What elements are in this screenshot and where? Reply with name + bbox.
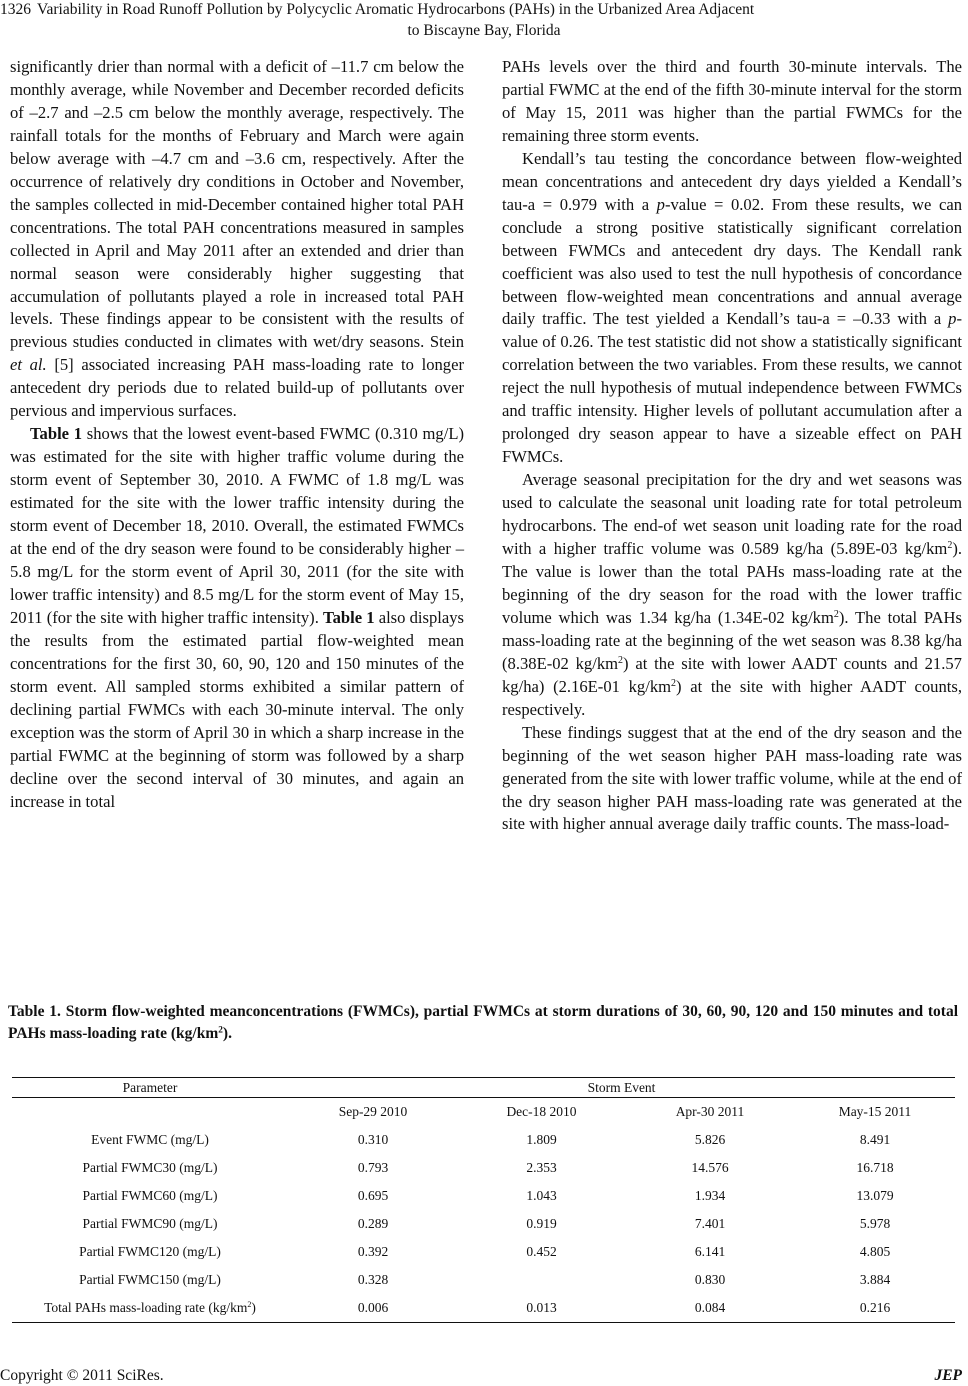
row-label — [12, 1238, 288, 1266]
table-column-header-row — [12, 1098, 955, 1127]
table-cell: 5.978 — [859, 1216, 891, 1231]
text-run: also displays the results from the estimated partial flow-weighted mean concentrations for the first 30, 60, 90, 120 and 150 minutes of the storm event. All sampled storms exhibited a similar pattern of declining partial FWMCs with each 30-minute interval. The only exception was the storm of April 30 in which a sharp increase in the partial FWMC at the beginning of storm was followed by a sharp decline over the second interval of 30 minutes, and again an increase in total — [10, 607, 464, 811]
row-label-end: ) — [251, 1300, 256, 1315]
table-cell: 3.884 — [859, 1272, 891, 1287]
table-cell: 0.289 — [357, 1216, 389, 1231]
row-label — [12, 1182, 288, 1210]
row-label — [12, 1266, 288, 1294]
row-label-text: Partial FWMC30 (mg/L) — [82, 1160, 218, 1175]
table-cell: 1.809 — [526, 1132, 557, 1147]
superscript: 2 — [833, 608, 839, 620]
table-cell: 0.830 — [694, 1272, 726, 1287]
column-header: Apr-30 2011 — [675, 1104, 745, 1119]
empty-cell — [12, 1098, 288, 1127]
text-run: p — [656, 194, 665, 214]
paragraph — [502, 56, 962, 148]
table-cell — [458, 1266, 625, 1294]
superscript: 2 — [618, 654, 624, 666]
page-number: 1326 — [0, 1, 31, 18]
data-table — [12, 1077, 955, 1323]
text-run: ). The total PAHs mass-loading rate at the beginning of the wet season was 8.38 kg/ha (8.38E-02 kg/km — [502, 607, 962, 673]
paragraph — [502, 469, 962, 721]
table-cell: 0.793 — [357, 1160, 389, 1175]
table-cell: 8.491 — [859, 1132, 891, 1147]
paragraph — [10, 423, 464, 813]
right-column — [502, 56, 962, 836]
caption-text: Table 1. Storm flow-weighted meanconcentrations (FWMCs), partial FWMCs at storm durations of 30, 60, 90, 120 and 150 minutes and total PAHs mass-loading rate (kg/km — [8, 1003, 958, 1042]
table-cell: 2.353 — [526, 1160, 557, 1175]
row-label — [12, 1126, 288, 1154]
text-run: et al. — [10, 355, 47, 375]
table-cell: 0.310 — [357, 1132, 389, 1147]
paragraph — [502, 148, 962, 469]
row-label — [12, 1210, 288, 1238]
table-row — [12, 1154, 955, 1182]
superscript: 2 — [247, 1300, 252, 1310]
paragraph — [502, 722, 962, 837]
table-caption — [8, 1001, 958, 1045]
storm-event-header: Storm Event — [288, 1078, 955, 1098]
table-cell: 16.718 — [856, 1160, 894, 1175]
superscript: 2 — [671, 677, 677, 689]
table-cell: 13.079 — [856, 1188, 894, 1203]
caption-end: ). — [222, 1025, 232, 1042]
table-cell: 0.695 — [357, 1188, 389, 1203]
table-body — [12, 1098, 955, 1323]
table-cell: 5.826 — [694, 1132, 726, 1147]
running-title-line2: to Biscayne Bay, Florida — [407, 22, 561, 39]
table-cell: 4.805 — [859, 1244, 891, 1259]
column-header: Sep-29 2010 — [338, 1104, 408, 1119]
text-run: [5] associated increasing PAH mass-loading rate to longer antecedent dry periods due to related build-up of pollutants over pervious and impervious surfaces. — [10, 355, 464, 421]
row-label-text: Partial FWMC120 (mg/L) — [79, 1244, 221, 1259]
table-cell: 0.392 — [357, 1244, 389, 1259]
table-cell: 1.043 — [526, 1188, 557, 1203]
text-run: -value = 0.02. From these results, we can conclude a strong positive statistically significant correlation between FWMCs and antecedent dry days. The Kendall rank coefficient was also used to test the null hypothesis of concordance between flow-weighted mean concentrations and annual average daily traffic. The test yielded a Kendall’s tau-a = –0.33 with a — [502, 194, 962, 329]
text-run: ). The value is lower than the total PAHs mass-loading rate at the beginning of the dry season for the road with the lower traffic volume which was 1.34 kg/ha (1.34E-02 kg/km — [502, 539, 962, 627]
text-run: shows that the lowest event-based FWMC (0.310 mg/L) was estimated for the site with higher traffic volume during the storm event of September 30, 2010. A FWMC of 1.8 mg/L was estimated for the site with the lower traffic intensity during the storm event of December 18, 2010. Overall, the estimated FWMCs at the end of the dry season were found to be considerably higher – 5.8 mg/L for the storm event of April 30, 2011 (for the site with lower traffic intensity) and 8.5 mg/L for the storm event of May 15, 2011 (for the site with higher traffic intensity). — [10, 424, 464, 627]
text-run: Average seasonal precipitation for the dry and wet seasons was used to calculate the seasonal unit loading rate for total petroleum hydrocarbons. The end-of wet season unit loading rate for the road with a higher traffic volume was 0.589 kg/ha (5.89E-03 kg/km — [502, 470, 962, 559]
text-run: Kendall’s tau testing the concordance between flow-weighted mean concentrations and antecedent dry days yielded a Kendall’s tau-a = 0.979 with a — [502, 148, 962, 214]
text-run: PAHs levels over the third and fourth 30-minute intervals. The partial FWMC at the end of the fifth 30-minute interval for the storm of May 15, 2011 was higher than the partial FWMCs for the remaining three storm events. — [502, 57, 962, 145]
table-cell: 0.452 — [526, 1244, 557, 1259]
table-cell: 0.328 — [357, 1272, 389, 1287]
text-run: -value of 0.26. The test statistic did not show a statistically significant correlation between the two variables. From these results, we cannot reject the null hypothesis of mutual independence between FWMCs and traffic intensity. Higher levels of pollutant accumulation after a prolonged dry season appear to have a sizeable effect on PAH FWMCs. — [502, 309, 962, 467]
text-run: These findings suggest that at the end of the dry season and the beginning of the wet season higher PAH mass-loading rate was generated from the site with lower traffic volume, while at the end of the dry season higher PAH mass-loading rate was generated at the site with higher annual average daily traffic counts. The mass-load- — [502, 722, 962, 834]
text-run: Table 1 — [30, 424, 83, 444]
superscript: 2 — [947, 540, 953, 552]
column-header: Dec-18 2010 — [506, 1104, 577, 1119]
table-cell: 7.401 — [694, 1216, 726, 1231]
text-run: ) at the site with higher AADT counts, respectively. — [502, 676, 962, 719]
copyright: Copyright © 2011 SciRes. — [0, 1367, 164, 1384]
table-row — [12, 1210, 955, 1238]
table-cell: 0.216 — [795, 1294, 955, 1323]
table-row — [12, 1266, 955, 1294]
table-row — [12, 1126, 955, 1154]
row-label-text: Total PAHs mass-loading rate (kg/km — [44, 1300, 248, 1315]
row-label-text: Partial FWMC60 (mg/L) — [82, 1188, 218, 1203]
table-cell: 0.013 — [458, 1294, 625, 1323]
table-cell: 0.006 — [288, 1294, 458, 1323]
table-row — [12, 1238, 955, 1266]
journal-abbrev: JEP — [934, 1367, 962, 1384]
parameter-header: Parameter — [12, 1078, 288, 1098]
row-label — [12, 1294, 288, 1323]
text-run: ) at the site with lower AADT counts and 21.57 kg/ha) (2.16E-01 kg/km — [502, 653, 962, 696]
row-label-text: Event FWMC (mg/L) — [91, 1132, 209, 1147]
column-header: May-15 2011 — [838, 1104, 912, 1119]
caption-superscript: 2 — [218, 1025, 223, 1036]
table-cell: 0.084 — [625, 1294, 795, 1323]
table-cell: 6.141 — [694, 1244, 726, 1259]
row-label — [12, 1154, 288, 1182]
running-title-line1: Variability in Road Runoff Pollution by Polycyclic Aromatic Hydrocarbons (PAHs) in the Urbanized Area Adjacent — [37, 1, 755, 18]
text-run: p — [948, 309, 957, 329]
row-label-text: Partial FWMC150 (mg/L) — [79, 1272, 221, 1287]
text-run: Table 1 — [323, 607, 375, 627]
table-cell: 0.919 — [526, 1216, 557, 1231]
table-row — [12, 1294, 955, 1323]
paragraph — [10, 56, 464, 423]
text-run: significantly drier than normal with a deficit of –11.7 cm below the monthly average, while November and December recorded deficits of –2.7 and –2.5 cm below the monthly average, respectively. The rainfall totals for the months of February and March were again below average with –4.7 cm and –3.6 cm, respectively. After the occurrence of relatively dry conditions in October and November, the samples collected in mid-December contained higher total PAH concentrations. The total PAH concentrations measured in samples collected in April and May 2011 after an extended and drier than normal season were considerably higher suggesting that accumulation of pollutants played a role in increased total PAH levels. These findings appear to be consistent with the results of previous studies conducted in climates with wet/dry seasons. Stein — [10, 57, 464, 352]
row-label-text: Partial FWMC90 (mg/L) — [82, 1216, 218, 1231]
table-cell: 1.934 — [694, 1188, 726, 1203]
left-column — [10, 56, 464, 813]
table-cell: 14.576 — [691, 1160, 729, 1175]
table-group-header-row — [12, 1078, 955, 1098]
table-row — [12, 1182, 955, 1210]
